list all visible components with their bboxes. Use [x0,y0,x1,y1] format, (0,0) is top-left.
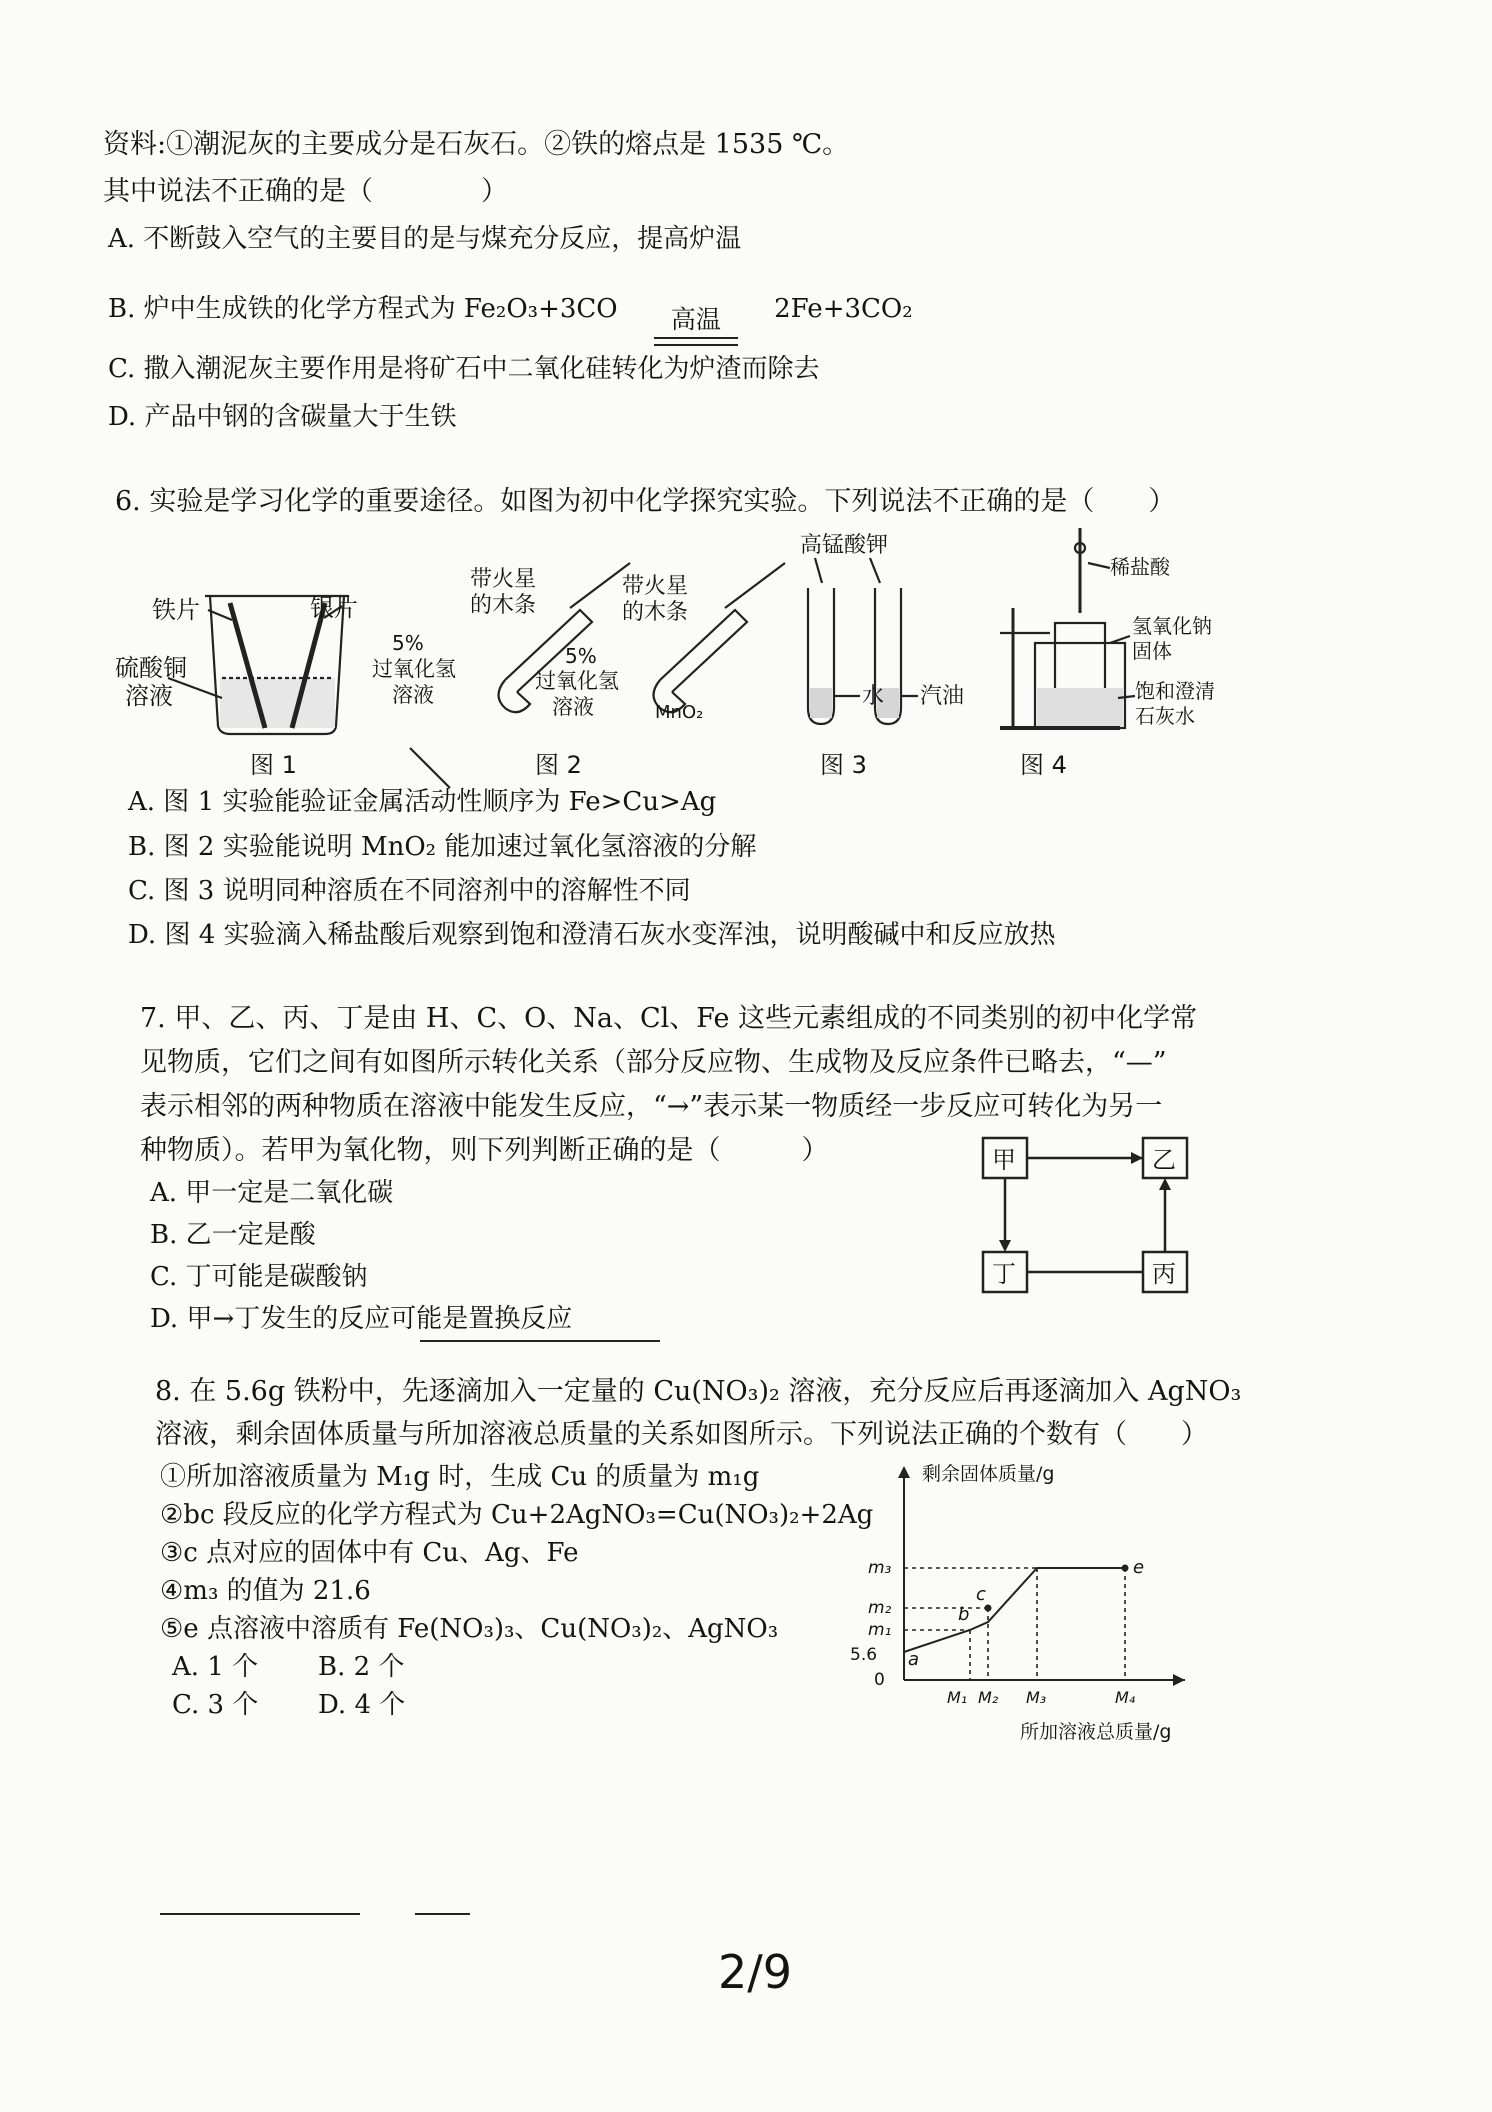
fig2-splint1-label-2: 的木条 [470,593,537,618]
fig2-splint2-label-1: 带火星 [622,574,689,599]
q8-line-2: 溶液，剩余固体质量与所加溶液总质量的关系如图所示。下列说法正确的个数有（ ） [155,1419,1208,1450]
q7-line-3: 表示相邻的两种物质在溶液中能发生反应，“→”表示某一物质经一步反应可转化为另一 [140,1091,1163,1122]
fig1-cuso4-label-2: 溶液 [125,682,173,710]
q8-option-b: B. 2 个 [318,1652,405,1682]
q5-stem: 其中说法不正确的是（ ） [103,176,508,207]
q8-statement-4: ④m₃ 的值为 21.6 [160,1576,371,1606]
graph-m1: m₁ [868,1620,892,1640]
q6-option-d: D. 图 4 实验滴入稀盐酸后观察到饱和澄清石灰水变浑浊，说明酸碱中和反应放热 [128,920,1056,950]
q8-statement-1: ①所加溶液质量为 M₁g 时，生成 Cu 的质量为 m₁g [160,1462,760,1492]
q7-line-1: 7. 甲、乙、丙、丁是由 H、C、O、Na、Cl、Fe 这些元素组成的不同类别的初中化学常 [140,1003,1198,1034]
fig2-h2o2-1b: 溶液 [392,683,434,707]
fig2-h2o2-2a: 过氧化氢 [535,669,619,693]
graph-m2: m₂ [868,1598,892,1618]
q5-option-b-left: B. 炉中生成铁的化学方程式为 Fe₂O₃+3CO [108,294,618,324]
fig2-h2o2-2b: 溶液 [552,695,594,719]
fig1-silver-label: 银片 [310,594,358,622]
q6-option-a: A. 图 1 实验能验证金属活动性顺序为 Fe>Cu>Ag [128,787,717,817]
fig4-naoh-1: 氢氧化钠 [1132,614,1212,638]
q8-option-c: C. 3 个 [172,1690,259,1720]
fig4-naoh-2: 固体 [1132,639,1172,663]
fig3-water: 水 [862,684,885,709]
q8-statement-2: ②bc 段反应的化学方程式为 Cu+2AgNO₃=Cu(NO₃)₂+2Ag [160,1500,874,1530]
fig2-conc1: 5% [392,631,424,655]
fig2-caption: 图 2 [535,751,582,779]
fig2-splint2-label-2: 的木条 [622,600,689,625]
box-yi: 乙 [1152,1146,1176,1174]
fig1-iron-label: 铁片 [152,596,200,624]
graph-point-a: a [908,1649,920,1670]
q5-option-b-right: 2Fe+3CO₂ [774,294,913,324]
footer-mark-2 [415,1913,470,1915]
q5-option-b [108,292,913,334]
fig1-caption: 图 1 [250,751,297,779]
q6-option-b: B. 图 2 实验能说明 MnO₂ 能加速过氧化氢溶液的分解 [128,832,757,862]
fig3-gasoline: 汽油 [920,684,965,709]
q7-line-4: 种物质）。若甲为氧化物，则下列判断正确的是（ ） [140,1135,829,1166]
q7-line-2: 见物质，它们之间有如图所示转化关系（部分反应物、生成物及反应条件已略去，“—” [140,1047,1167,1078]
q6-stem: 6. 实验是学习化学的重要途径。如图为初中化学探究实验。下列说法不正确的是（ ） [115,486,1176,517]
q5-reaction-condition: 高温 [670,305,721,334]
q8-option-d: D. 4 个 [318,1690,406,1720]
fig2-conc2: 5% [565,644,597,668]
q8-option-a: A. 1 个 [172,1652,259,1682]
graph-M3: M₃ [1026,1688,1047,1707]
graph-y0: 5.6 [850,1645,878,1665]
graph-x-label: 所加溶液总质量/g [1020,1721,1172,1743]
fig3-caption: 图 3 [820,751,867,779]
footer-mark-1 [160,1913,360,1915]
q5-option-d: D. 产品中钢的含碳量大于生铁 [108,402,457,432]
q7-relation-diagram [975,1130,1205,1310]
q8-line-1: 8. 在 5.6g 铁粉中，先逐滴加入一定量的 Cu(NO₃)₂ 溶液，充分反应后再逐滴加入 AgNO₃ [155,1376,1242,1407]
fig4-caption: 图 4 [1020,751,1067,779]
q6-option-c: C. 图 3 说明同种溶质在不同溶剂中的溶解性不同 [128,876,691,906]
fig4-lime-2: 石灰水 [1135,704,1195,728]
q5-option-a: A. 不断鼓入空气的主要目的是与煤充分反应，提高炉温 [108,224,742,254]
page-number: 2/9 [718,1945,793,1999]
graph-M1: M₁ [947,1688,968,1707]
graph-m3: m₃ [868,1558,892,1578]
q5-equals-sign [654,337,738,346]
fig2-mno2: MnO₂ [655,702,704,723]
q6-figures [110,528,1215,788]
q7-option-a: A. 甲一定是二氧化碳 [150,1178,394,1208]
fig3-kmno4: 高锰酸钾 [800,533,889,558]
graph-M2: M₂ [978,1688,999,1707]
fig1-cuso4-label-1: 硫酸铜 [115,654,187,682]
q7-underline [420,1340,660,1342]
box-jia: 甲 [992,1146,1016,1174]
q5-option-c: C. 撒入潮泥灰主要作用是将矿石中二氧化硅转化为炉渣而除去 [108,354,820,384]
q7-option-c: C. 丁可能是碳酸钠 [150,1262,368,1292]
q8-graph [850,1460,1200,1750]
graph-point-b: b [958,1604,970,1625]
graph-M4: M₄ [1115,1688,1136,1707]
box-ding: 丁 [992,1260,1016,1288]
q7-option-b: B. 乙一定是酸 [150,1220,316,1250]
q8-statement-3: ③c 点对应的固体中有 Cu、Ag、Fe [160,1538,579,1568]
graph-point-c: c [976,1584,986,1605]
fig4-hcl: 稀盐酸 [1110,555,1170,579]
q8-statement-5: ⑤e 点溶液中溶质有 Fe(NO₃)₃、Cu(NO₃)₂、AgNO₃ [160,1614,779,1644]
graph-point-e: e [1133,1557,1145,1578]
box-bing: 丙 [1152,1260,1176,1288]
q5-material: 资料:①潮泥灰的主要成分是石灰石。②铁的熔点是 1535 ℃。 [103,129,850,160]
fig4-lime-1: 饱和澄清 [1135,679,1215,703]
q7-option-d: D. 甲→丁发生的反应可能是置换反应 [150,1304,573,1334]
graph-y-label: 剩余固体质量/g [922,1463,1055,1485]
fig2-splint1-label-1: 带火星 [470,567,537,592]
graph-origin: 0 [874,1670,885,1690]
fig2-h2o2-1a: 过氧化氢 [372,657,456,681]
